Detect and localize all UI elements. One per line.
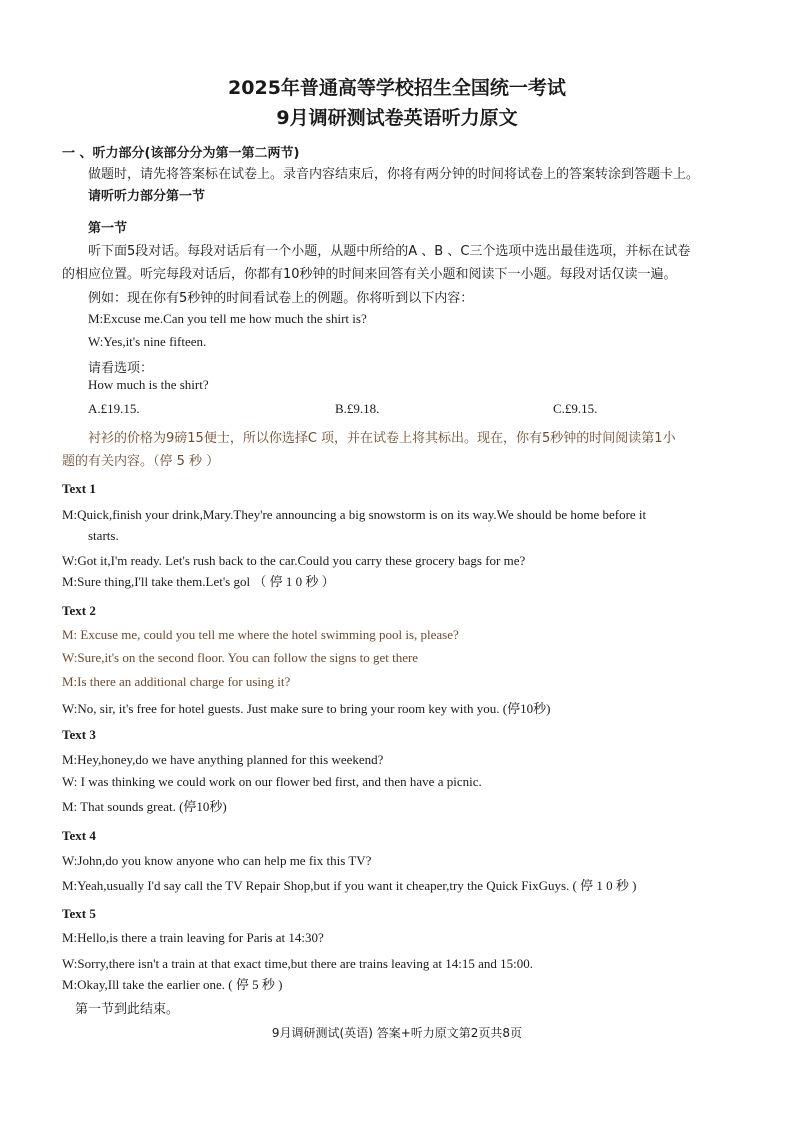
dialogue-line: M: That sounds great. (停10秒) — [62, 799, 227, 814]
example-intro: 例如：现在你有5秒钟的时间看试卷上的例题。你将听到以下内容： — [88, 291, 474, 306]
dialogue-line: W:Sure,it's on the second floor. You can follow the signs to get there — [62, 650, 419, 665]
title-line-2: 9月调研测试卷英语听力原文 — [276, 107, 518, 129]
dialogue-line: M: Excuse me, could you tell me where the hotel swimming pool is, please? — [62, 627, 459, 642]
dialogue-line: M:Is there an additional charge for using it? — [62, 674, 291, 689]
listen-prompt: 请听听力部分第一节 — [88, 189, 206, 204]
part-intro-line-2: 的相应位置。听完每段对话后，你都有10秒钟的时间来回答有关小题和阅读下一小题。每段对话仅读一遍。 — [62, 267, 677, 282]
example-line-m: M:Excuse me.Can you tell me how much the shirt is? — [88, 311, 367, 326]
page-footer: 9月调研测试(英语) 答案+听力原文第2页共8页 — [271, 1026, 523, 1040]
instruction-text: 做题时，请先将答案标在试卷上。录音内容结束后，你将有两分钟的时间将试卷上的答案转涂到答题卡上。 — [88, 167, 700, 182]
example-line-w: W:Yes,it's nine fifteen. — [88, 334, 207, 349]
section-heading: 一 、听力部分(该部分分为第一第二两节) — [62, 146, 300, 161]
text-1-label: Text 1 — [62, 481, 96, 496]
option-b: B.£9.18. — [335, 401, 380, 416]
text-3-label: Text 3 — [62, 727, 96, 742]
dialogue-line: W:Got it,I'm ready. Let's rush back to the car.Could you carry these grocery bags for me? — [62, 553, 526, 568]
explanation-line-2: 题的有关内容。（停 5 秒 ） — [62, 454, 220, 469]
dialogue-line: W:Sorry,there isn't a train at that exact time,but there are trains leaving at 14:15 and 15:00. — [62, 956, 534, 971]
explanation-line-1: 衬衫的价格为9磅15便士，所以你选择C 项，并在试卷上将其标出。现在，你有5秒钟的时间阅读第1小 — [88, 431, 676, 446]
dialogue-line: W:No, sir, it's free for hotel guests. Just make sure to bring your room key with you. (停10秒) — [62, 701, 551, 716]
dialogue-line: M:Quick,finish your drink,Mary.They're announcing a big snowstorm is on its way.We should be home before it — [62, 507, 647, 522]
text-2-label: Text 2 — [62, 603, 96, 618]
option-c: C.£9.15. — [553, 401, 598, 416]
options-prompt: 请看选项： — [88, 361, 154, 376]
dialogue-line: M:Yeah,usually I'd say call the TV Repair Shop,but if you want it cheaper,try the Quick FixGuys. ( 停 1 0 秒 ) — [62, 878, 637, 893]
text-4-label: Text 4 — [62, 828, 96, 843]
text-5-label: Text 5 — [62, 906, 96, 921]
section-end-note: 第一节到此结束。 — [75, 1002, 180, 1017]
dialogue-line: starts. — [88, 528, 119, 543]
dialogue-line: M:Hey,honey,do we have anything planned for this weekend? — [62, 752, 384, 767]
dialogue-line: M:Sure thing,I'll take them.Let's gol （ 停 1 0 秒 ） — [62, 574, 335, 589]
dialogue-line: M:Hello,is there a train leaving for Paris at 14:30? — [62, 930, 324, 945]
title-line-1: 2025年普通高等学校招生全国统一考试 — [228, 77, 566, 99]
option-a: A.£19.15. — [88, 401, 140, 416]
part-title: 第一节 — [88, 221, 128, 236]
dialogue-line: W: I was thinking we could work on our flower bed first, and then have a picnic. — [62, 774, 482, 789]
part-intro-line-1: 听下面5段对话。每段对话后有一个小题，从题中所给的A 、B 、C三个选项中选出最佳选项，并标在试卷 — [88, 244, 691, 259]
dialogue-line: W:John,do you know anyone who can help me fix this TV? — [62, 853, 372, 868]
dialogue-line: M:Okay,Ill take the earlier one. ( 停 5 秒 ) — [62, 977, 283, 992]
example-question: How much is the shirt? — [88, 377, 209, 392]
